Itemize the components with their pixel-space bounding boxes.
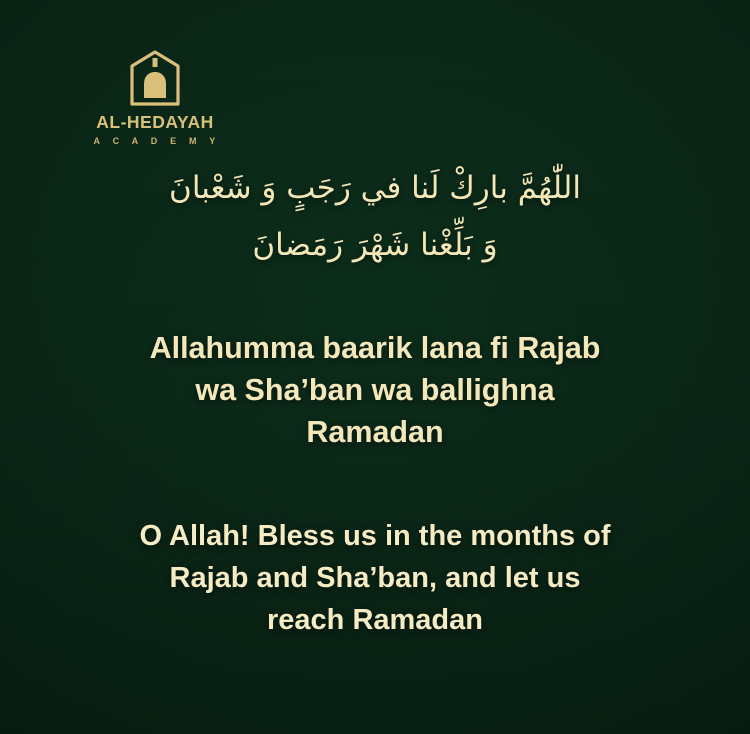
translation-line-1: O Allah! Bless us in the months of [139,519,611,552]
arabic-dua [52,160,698,275]
transliteration-line-3: Ramadan [306,414,444,449]
mosque-arch-icon [128,50,182,106]
brand-subtitle: A C A D E M Y [93,136,221,146]
transliteration-line-1: Allahumma baarik lana fi Rajab [149,330,601,365]
brand-name: AL-HEDAYAH [96,112,214,132]
translation-line-3: reach Ramadan [267,604,483,637]
transliteration-text [150,327,601,453]
brand-logo [90,50,221,146]
translation-text [139,515,610,641]
translation-line-2: Rajab and Sha’ban, and let us [169,561,581,594]
transliteration-line-2: wa Sha’ban wa ballighna [195,372,555,407]
arabic-line-1: اللّٰهُمَّ بارِكْ لَنا في رَجَبٍ وَ شَعْبانَ [169,170,581,206]
arabic-line-2: وَ بَلِّغْنا شَهْرَ رَمَضانَ [252,227,498,264]
